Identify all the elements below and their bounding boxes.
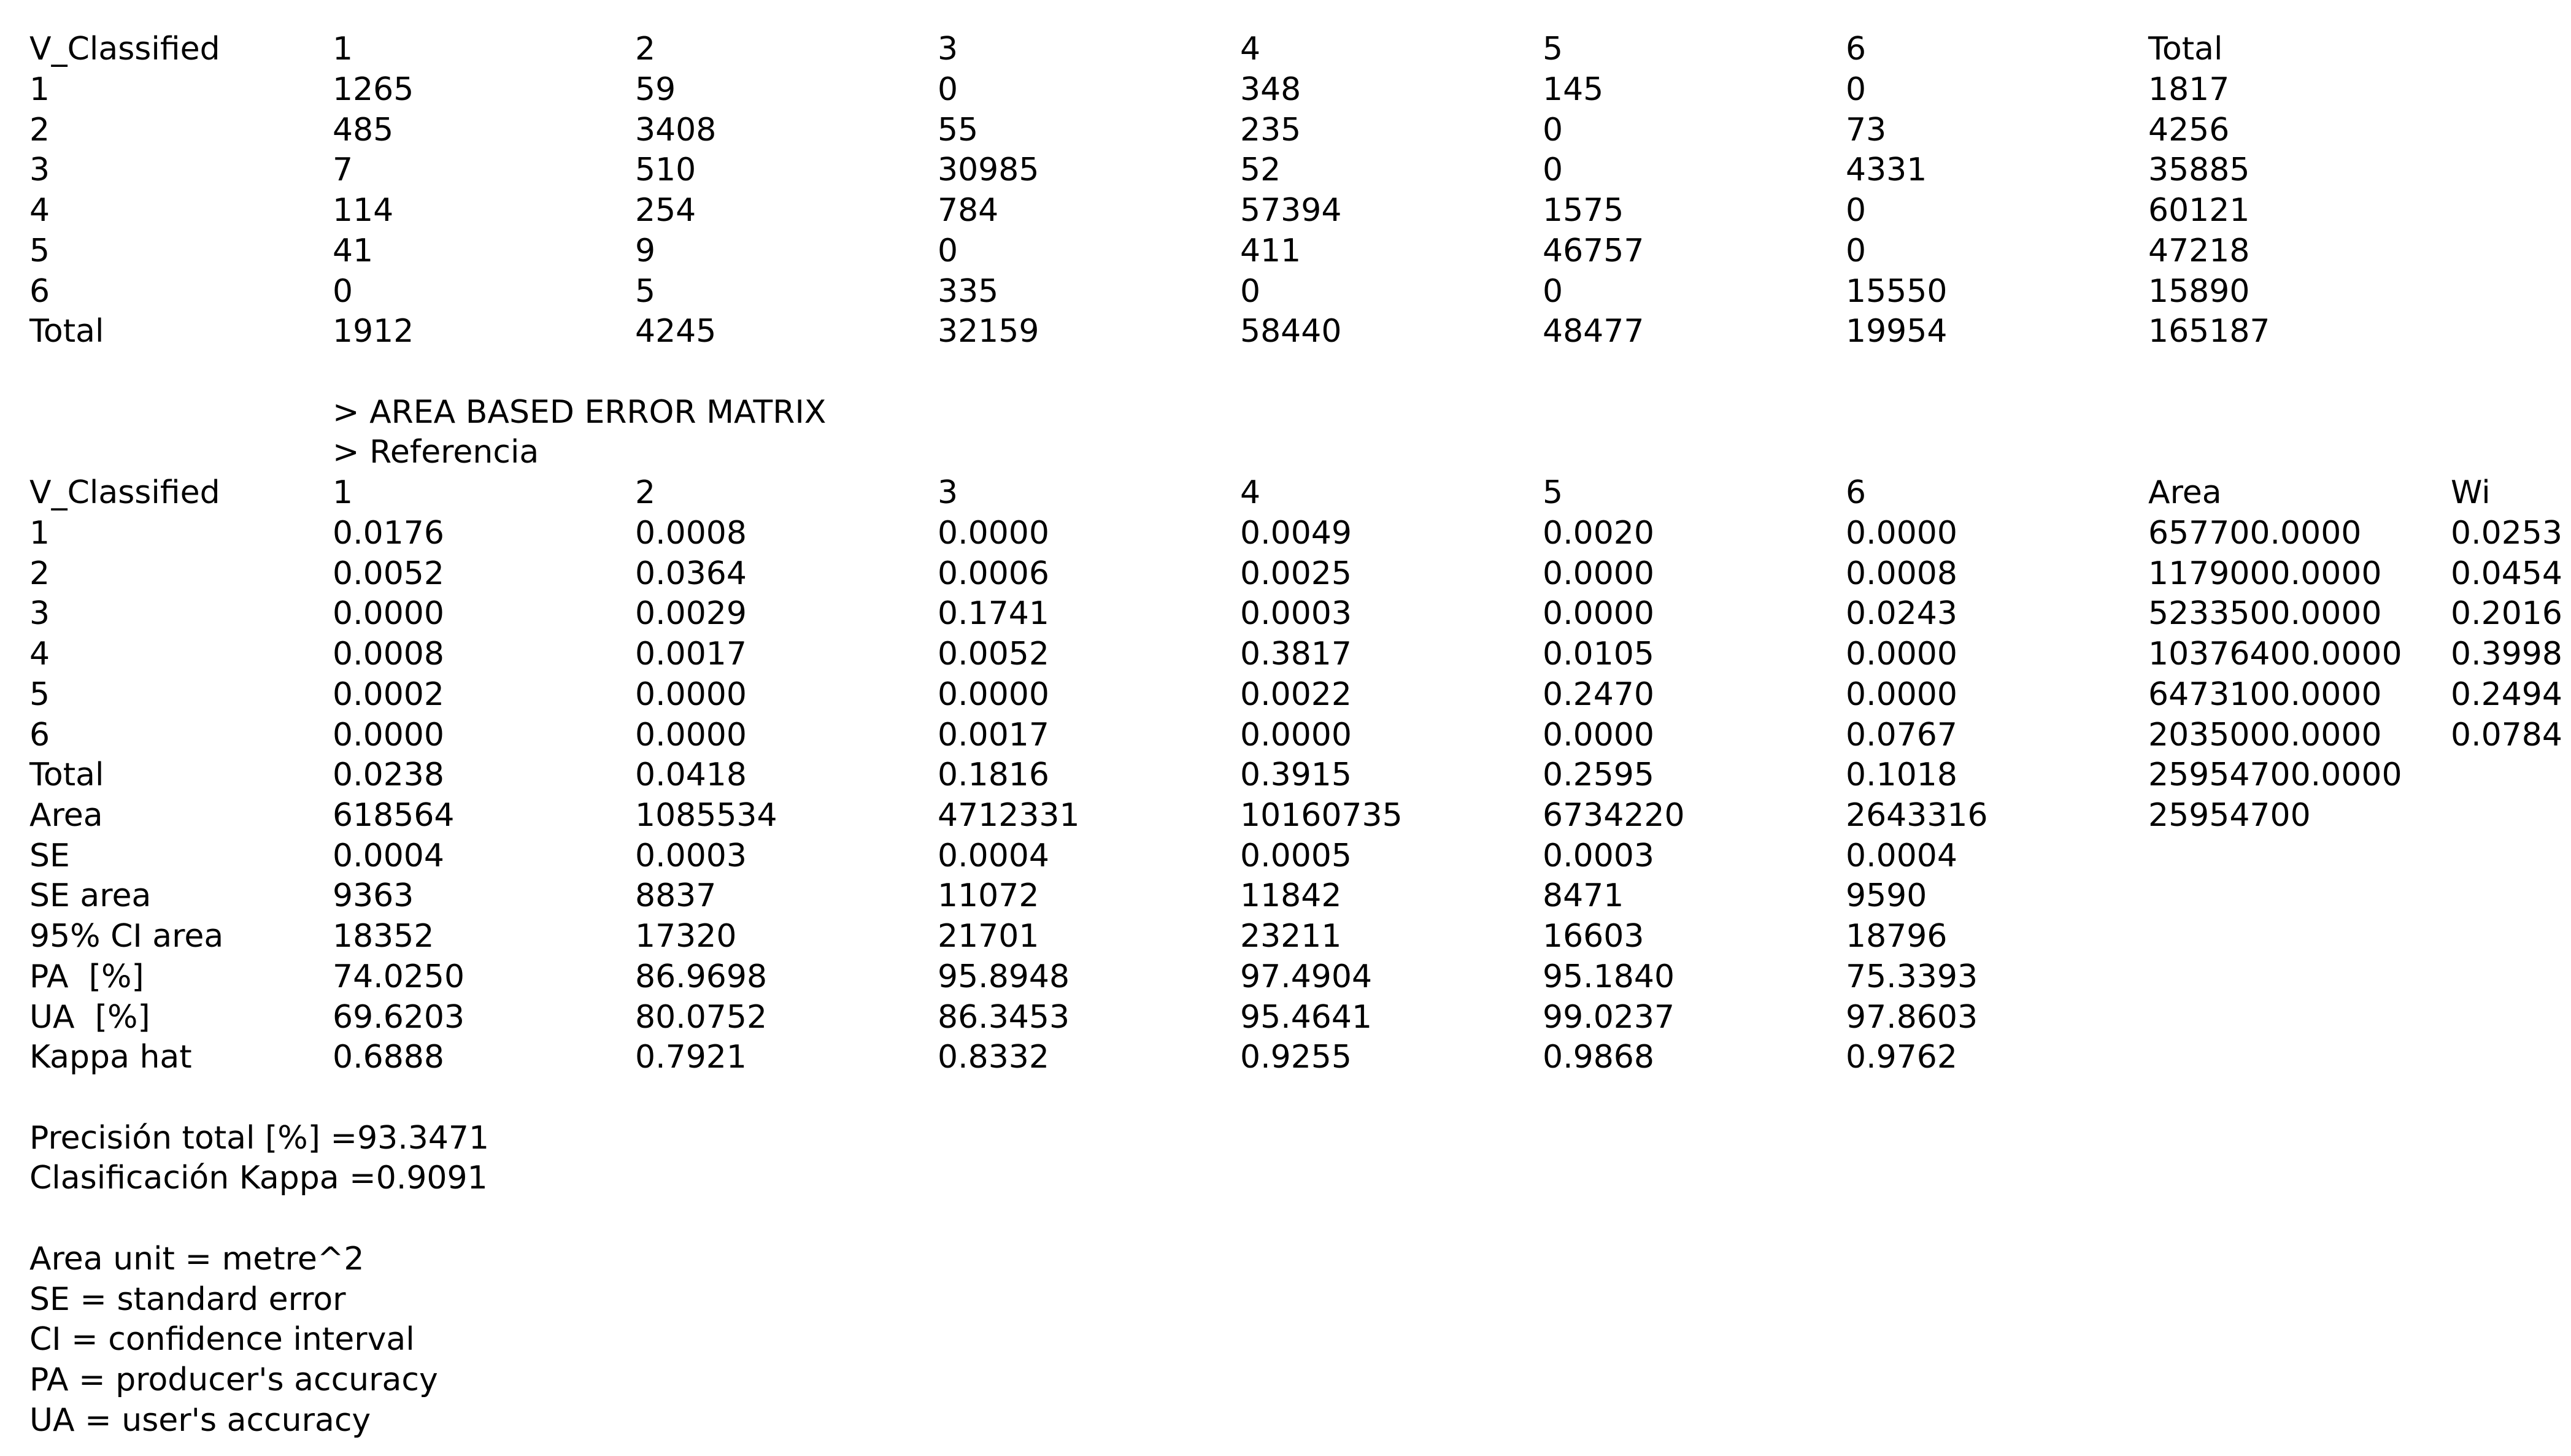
legend-item	[0, 1400, 2571, 1441]
area-header-row	[0, 472, 2571, 513]
table-cell: 0.0008	[635, 515, 747, 552]
table-cell: 23211	[1240, 918, 1342, 955]
table-cell: 0.0049	[1240, 515, 1352, 552]
table-cell: 0.7921	[635, 1039, 747, 1076]
table-row	[0, 593, 2571, 634]
table-cell: 0.0020	[1543, 515, 1654, 552]
table-cell: 0.0003	[1240, 595, 1352, 632]
table-cell: 0.8332	[938, 1039, 1049, 1076]
table-cell: Kappa hat	[29, 1039, 192, 1076]
area-header-cell: Wi	[2451, 474, 2491, 511]
table-cell: 86.9698	[635, 958, 768, 995]
table-cell: 95.8948	[938, 958, 1070, 995]
table-cell: 35885	[2148, 152, 2250, 188]
table-cell: 3408	[635, 112, 717, 148]
table-cell: 0	[1846, 233, 1867, 269]
section-heading: > AREA BASED ERROR MATRIX	[333, 394, 827, 431]
table-cell: 0.0017	[635, 636, 747, 672]
table-cell: 48477	[1543, 313, 1644, 350]
table-cell: 0.0052	[938, 636, 1049, 672]
table-cell: 0.0000	[333, 717, 444, 753]
table-cell: SE area	[29, 877, 152, 914]
table-cell: 485	[333, 112, 394, 148]
table-cell: 5	[29, 676, 50, 713]
table-cell: 16603	[1543, 918, 1644, 955]
table-cell: 0.0364	[635, 555, 747, 592]
table-cell: 17320	[635, 918, 737, 955]
table-cell: 411	[1240, 233, 1301, 269]
table-cell: 0	[1240, 273, 1261, 310]
section-subheading: > Referencia	[333, 434, 539, 471]
table-row	[0, 110, 2571, 150]
table-cell: 165187	[2148, 313, 2270, 350]
table-cell: 97.8603	[1846, 999, 1978, 1036]
legend-text: Area unit = metre^2	[29, 1241, 364, 1277]
table-row	[0, 876, 2571, 916]
table-cell: 1817	[2148, 71, 2230, 108]
table-cell: 0	[1543, 273, 1563, 310]
table-cell: 6	[29, 717, 50, 753]
table-cell: 0.2016	[2451, 595, 2562, 632]
overall-accuracy-line	[0, 1118, 2571, 1158]
table-cell: 25954700	[2148, 797, 2311, 834]
counts-header-cell: Total	[2148, 31, 2223, 67]
table-cell: 6473100.0000	[2148, 676, 2382, 713]
table-cell: 5	[635, 273, 656, 310]
table-row	[0, 916, 2571, 957]
area-header-cell: 3	[938, 474, 958, 511]
table-cell: 0.0454	[2451, 555, 2562, 592]
legend-item	[0, 1319, 2571, 1360]
table-cell: 0.9762	[1846, 1039, 1957, 1076]
table-cell: Area	[29, 797, 103, 834]
table-cell: 0.1018	[1846, 757, 1957, 793]
table-cell: PA [%]	[29, 958, 144, 995]
table-cell: 74.0250	[333, 958, 465, 995]
table-cell: 1912	[333, 313, 414, 350]
table-cell: UA [%]	[29, 999, 150, 1036]
table-row	[0, 231, 2571, 271]
table-cell: 0.0000	[1846, 636, 1957, 672]
reference-heading	[0, 432, 2571, 472]
table-cell: 348	[1240, 71, 1301, 108]
table-cell: 0.0017	[938, 717, 1049, 753]
table-cell: 2	[29, 555, 50, 592]
table-cell: 95% CI area	[29, 918, 224, 955]
table-cell: 0	[1846, 192, 1867, 229]
table-cell: 618564	[333, 797, 455, 834]
counts-header-cell: 2	[635, 31, 656, 67]
table-cell: 4712331	[938, 797, 1080, 834]
table-cell: 9590	[1846, 877, 1927, 914]
table-row	[0, 674, 2571, 715]
table-cell: 114	[333, 192, 394, 229]
table-cell: 0.0000	[938, 515, 1049, 552]
table-cell: 0	[1846, 71, 1867, 108]
table-cell: 0.0105	[1543, 636, 1654, 672]
legend-text: UA = user's accuracy	[29, 1402, 371, 1439]
table-cell: 3	[29, 595, 50, 632]
counts-header-cell: 1	[333, 31, 353, 67]
table-cell: 0.0784	[2451, 717, 2562, 753]
table-cell: 32159	[938, 313, 1039, 350]
table-cell: 0.0000	[1543, 555, 1654, 592]
table-cell: 657700.0000	[2148, 515, 2362, 552]
area-header-cell: 2	[635, 474, 656, 511]
table-row	[0, 69, 2571, 110]
table-cell: 9	[635, 233, 656, 269]
table-cell: 55	[938, 112, 979, 148]
table-cell: 254	[635, 192, 696, 229]
table-cell: 6734220	[1543, 797, 1685, 834]
table-cell: 59	[635, 71, 676, 108]
table-cell: 0.0243	[1846, 595, 1957, 632]
table-cell: 99.0237	[1543, 999, 1675, 1036]
table-cell: 0.0002	[333, 676, 444, 713]
table-cell: 0	[1543, 152, 1563, 188]
table-cell: 0.0004	[1846, 838, 1957, 874]
table-cell: 0	[938, 233, 958, 269]
table-cell: 97.4904	[1240, 958, 1373, 995]
table-cell: 0.0005	[1240, 838, 1352, 874]
table-cell: 30985	[938, 152, 1039, 188]
table-cell: 0.0003	[635, 838, 747, 874]
table-cell: 80.0752	[635, 999, 768, 1036]
table-cell: 10376400.0000	[2148, 636, 2402, 672]
table-cell: 0.0000	[1240, 717, 1352, 753]
table-row	[0, 795, 2571, 836]
table-cell: 4256	[2148, 112, 2230, 148]
table-cell: 18796	[1846, 918, 1948, 955]
table-cell: 0.9255	[1240, 1039, 1352, 1076]
table-cell: 15890	[2148, 273, 2250, 310]
table-cell: 0.0006	[938, 555, 1049, 592]
table-cell: 4331	[1846, 152, 1927, 188]
area-header-cell: 4	[1240, 474, 1261, 511]
table-cell: 52	[1240, 152, 1281, 188]
table-cell: 0.0000	[1846, 515, 1957, 552]
table-cell: 0.0008	[1846, 555, 1957, 592]
table-cell: Total	[29, 313, 104, 350]
table-cell: 41	[333, 233, 374, 269]
table-cell: 4245	[635, 313, 717, 350]
table-cell: 11842	[1240, 877, 1342, 914]
table-row	[0, 553, 2571, 594]
table-cell: 510	[635, 152, 696, 188]
counts-header-cell: 3	[938, 31, 958, 67]
table-cell: 0.0000	[1543, 717, 1654, 753]
table-cell: 86.3453	[938, 999, 1070, 1036]
table-cell: 75.3393	[1846, 958, 1978, 995]
table-cell: 2035000.0000	[2148, 717, 2382, 753]
kappa-text: Clasificación Kappa =0.9091	[29, 1160, 488, 1196]
table-cell: 18352	[333, 918, 434, 955]
overall-accuracy-text: Precisión total [%] =93.3471	[29, 1120, 490, 1157]
table-cell: 0.0767	[1846, 717, 1957, 753]
legend-item	[0, 1279, 2571, 1320]
legend-text: PA = producer's accuracy	[29, 1362, 438, 1398]
table-cell: 335	[938, 273, 999, 310]
table-cell: 0.0008	[333, 636, 444, 672]
table-cell: 73	[1846, 112, 1887, 148]
table-cell: 145	[1543, 71, 1604, 108]
table-cell: 0.0000	[635, 717, 747, 753]
table-cell: 0.0000	[938, 676, 1049, 713]
table-cell: 5	[29, 233, 50, 269]
table-cell: 0.2595	[1543, 757, 1654, 793]
table-row	[0, 715, 2571, 755]
table-cell: 4	[29, 636, 50, 672]
table-cell: 25954700.0000	[2148, 757, 2402, 793]
table-cell: 235	[1240, 112, 1301, 148]
table-row	[0, 190, 2571, 231]
table-row	[0, 957, 2571, 997]
table-cell: 0.1741	[938, 595, 1049, 632]
counts-header-cell: 4	[1240, 31, 1261, 67]
kappa-line	[0, 1158, 2571, 1198]
table-row	[0, 513, 2571, 553]
table-cell: 21701	[938, 918, 1039, 955]
table-cell: 0	[938, 71, 958, 108]
table-row	[0, 311, 2571, 352]
table-cell: 11072	[938, 877, 1039, 914]
table-cell: 46757	[1543, 233, 1644, 269]
table-row	[0, 836, 2571, 876]
table-cell: 0.0004	[333, 838, 444, 874]
table-row	[0, 271, 2571, 312]
table-row	[0, 150, 2571, 190]
table-cell: 0.0176	[333, 515, 444, 552]
table-cell: 0.2470	[1543, 676, 1654, 713]
table-cell: 0.0029	[635, 595, 747, 632]
legend-text: CI = confidence interval	[29, 1321, 415, 1358]
table-cell: 0.1816	[938, 757, 1049, 793]
table-cell: 0.6888	[333, 1039, 444, 1076]
table-cell: 2643316	[1846, 797, 1988, 834]
table-cell: 57394	[1240, 192, 1342, 229]
table-cell: 0.9868	[1543, 1039, 1654, 1076]
table-cell: 0.0025	[1240, 555, 1352, 592]
table-cell: 4	[29, 192, 50, 229]
table-cell: 7	[333, 152, 353, 188]
legend-text: SE = standard error	[29, 1281, 346, 1318]
table-cell: 0.0003	[1543, 838, 1654, 874]
table-cell: 1265	[333, 71, 414, 108]
table-cell: 0.0000	[1846, 676, 1957, 713]
table-row	[0, 755, 2571, 795]
table-cell: 0.0004	[938, 838, 1049, 874]
table-cell: 69.6203	[333, 999, 465, 1036]
table-cell: 0.3817	[1240, 636, 1352, 672]
counts-header-cell: 6	[1846, 31, 1867, 67]
table-cell: SE	[29, 838, 70, 874]
table-cell: 0.0238	[333, 757, 444, 793]
legend-item	[0, 1239, 2571, 1279]
table-cell: 0.0253	[2451, 515, 2562, 552]
table-cell: 10160735	[1240, 797, 1403, 834]
counts-header-cell: 5	[1543, 31, 1563, 67]
table-cell: 1	[29, 515, 50, 552]
area-matrix-heading	[0, 392, 2571, 433]
table-cell: 58440	[1240, 313, 1342, 350]
table-cell: 1179000.0000	[2148, 555, 2382, 592]
table-cell: 5233500.0000	[2148, 595, 2382, 632]
table-cell: 784	[938, 192, 999, 229]
table-cell: 0.0418	[635, 757, 747, 793]
table-cell: 0	[333, 273, 353, 310]
counts-header-cell: V_Classified	[29, 31, 220, 67]
table-cell: 0.0000	[1543, 595, 1654, 632]
table-cell: 95.1840	[1543, 958, 1675, 995]
table-cell: 0.0022	[1240, 676, 1352, 713]
area-header-cell: V_Classified	[29, 474, 220, 511]
table-row	[0, 634, 2571, 674]
table-cell: 8471	[1543, 877, 1624, 914]
table-cell: 0.2494	[2451, 676, 2562, 713]
table-cell: 2	[29, 112, 50, 148]
table-cell: 15550	[1846, 273, 1948, 310]
area-header-cell: Area	[2148, 474, 2222, 511]
table-cell: 0.0000	[333, 595, 444, 632]
table-cell: 9363	[333, 877, 414, 914]
table-cell: 19954	[1846, 313, 1948, 350]
table-cell: Total	[29, 757, 104, 793]
counts-header-row	[0, 29, 2571, 69]
area-header-cell: 5	[1543, 474, 1563, 511]
table-cell: 6	[29, 273, 50, 310]
area-header-cell: 6	[1846, 474, 1867, 511]
table-cell: 0.0000	[635, 676, 747, 713]
table-cell: 0.3998	[2451, 636, 2562, 672]
table-row	[0, 1037, 2571, 1077]
area-header-cell: 1	[333, 474, 353, 511]
legend-item	[0, 1360, 2571, 1400]
table-cell: 8837	[635, 877, 717, 914]
table-cell: 1	[29, 71, 50, 108]
table-cell: 0.3915	[1240, 757, 1352, 793]
table-cell: 47218	[2148, 233, 2250, 269]
table-row	[0, 997, 2571, 1038]
table-cell: 0	[1543, 112, 1563, 148]
table-cell: 95.4641	[1240, 999, 1373, 1036]
table-cell: 3	[29, 152, 50, 188]
table-cell: 1085534	[635, 797, 777, 834]
table-cell: 0.0052	[333, 555, 444, 592]
table-cell: 1575	[1543, 192, 1624, 229]
table-cell: 60121	[2148, 192, 2250, 229]
